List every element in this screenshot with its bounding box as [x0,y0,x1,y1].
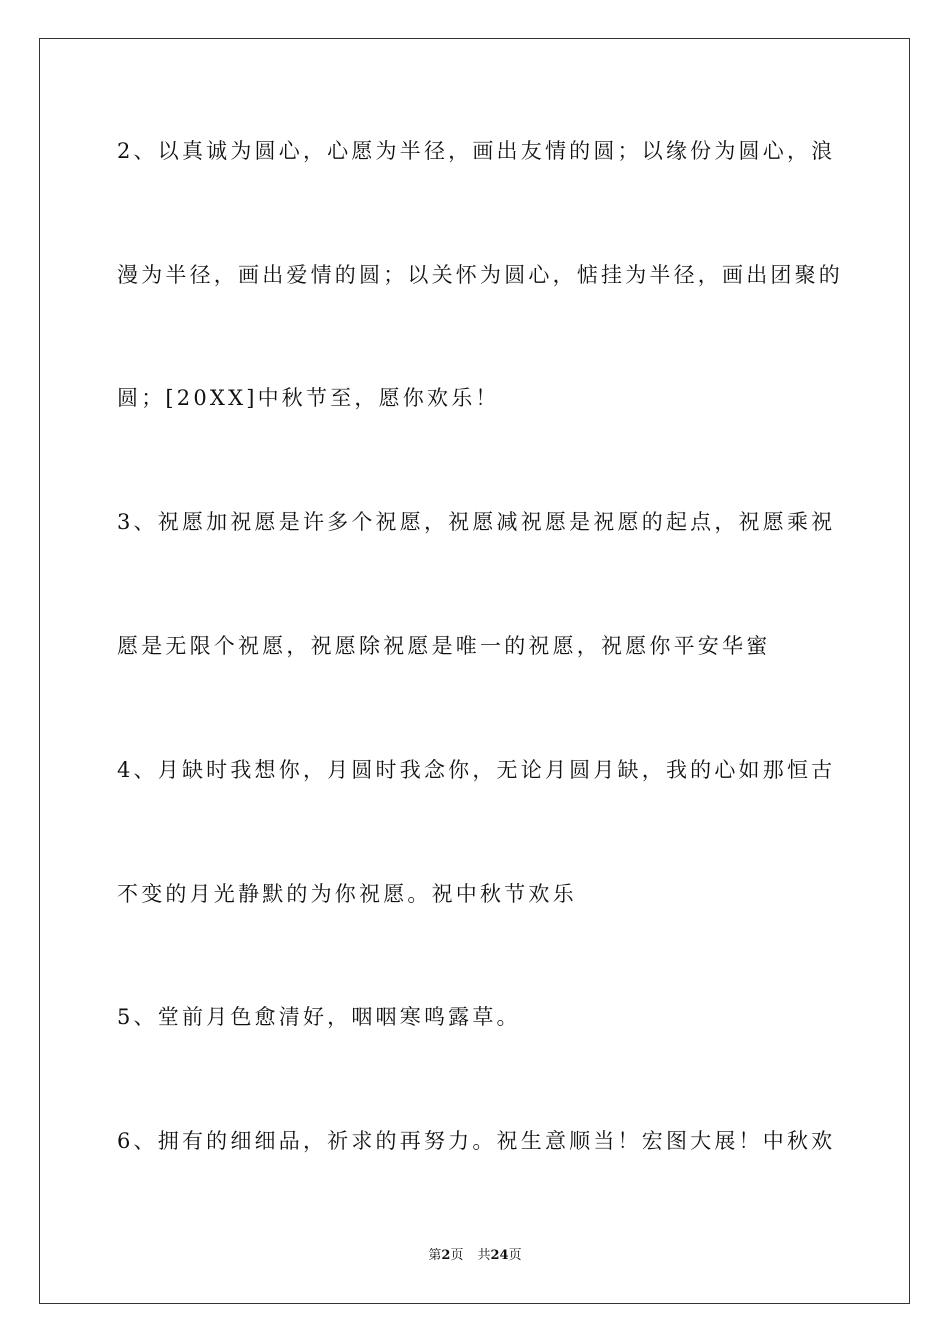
text-line: 3、祝愿加祝愿是许多个祝愿，祝愿减祝愿是祝愿的起点，祝愿乘祝 [117,510,836,534]
total-pages: 24 [490,1248,509,1263]
text-line: 4、月缺时我想你，月圆时我念你，无论月圆月缺，我的心如那恒古 [117,758,836,782]
page-border [39,38,910,1304]
page-number: 2 [441,1248,451,1263]
total-prefix: 共 [477,1248,491,1263]
text-line: 不变的月光静默的为你祝愿。祝中秋节欢乐 [117,882,577,906]
page-suffix: 页 [450,1248,464,1263]
page-footer [0,1247,950,1265]
page-prefix: 第 [428,1248,442,1263]
text-line: 漫为半径，画出爱情的圆；以关怀为圆心，惦挂为半径，画出团聚的 [117,263,843,287]
text-line: 2、以真诚为圆心，心愿为半径，画出友情的圆；以缘份为圆心，浪 [117,139,836,163]
total-suffix: 页 [508,1248,522,1263]
text-line: 愿是无限个祝愿，祝愿除祝愿是唯一的祝愿，祝愿你平安华蜜 [117,634,771,658]
text-line: 5、堂前月色愈清好，咽咽寒鸣露草。 [117,1005,521,1029]
text-line: 圆；[20XX]中秋节至，愿你欢乐！ [117,386,500,410]
text-line: 6、拥有的细细品，祈求的再努力。祝生意顺当！宏图大展！中秋欢 [117,1129,836,1153]
